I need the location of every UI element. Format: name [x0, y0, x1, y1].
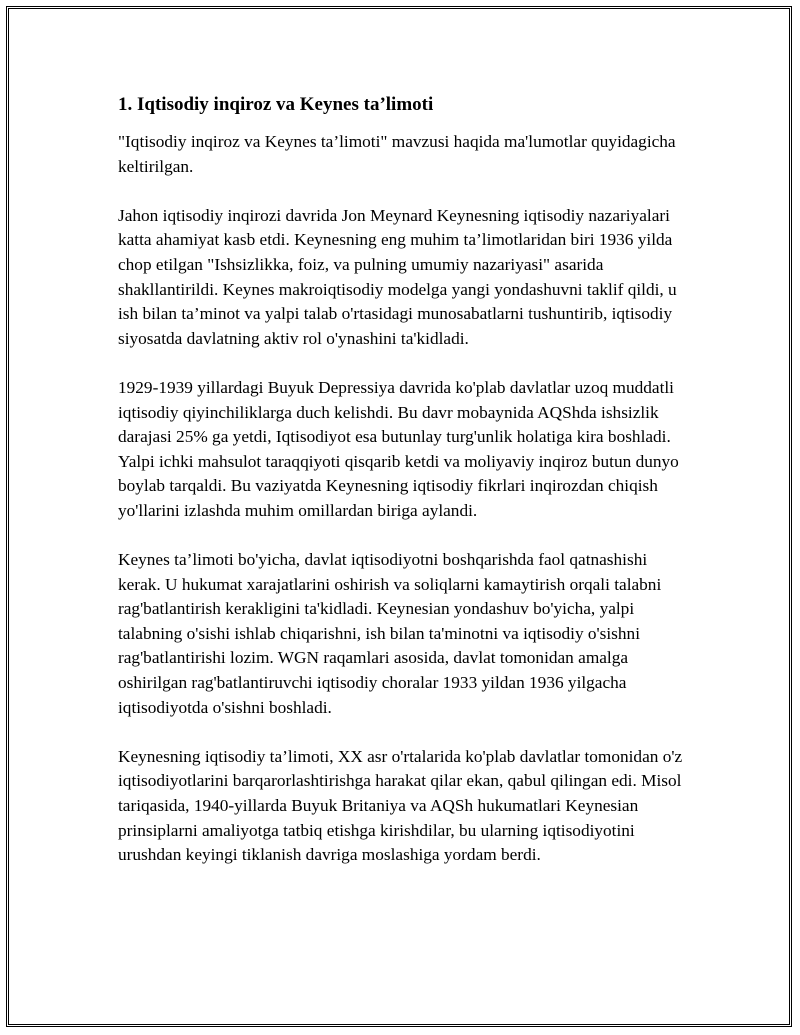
paragraph-postwar-adoption: Keynesning iqtisodiy ta’limoti, XX asr o'rtalarida ko'plab davlatlar tomonidan o'z iqtisodiyotlarini barqarorlashtirishga harakat qilar ekan, qabul qilingan edi. Misol tariqasida, 1940-yillarda Buyuk Britaniya va AQSh hukumatlari Keynesian prinsiplarni amaliyotga tatbiq etishga kirishdilar, bu ularning iqtisodiyotini urushdan keyingi tiklanish davriga moslashiga yordam berdi. [118, 746, 683, 865]
paragraph-state-role: Keynes ta’limoti bo'yicha, davlat iqtisodiyotni boshqarishda faol qatnashishi kerak. U hukumat xarajatlarini oshirish va soliqlarni kamaytirish orqali talabni rag'batlantirish kerakligini ta'kidladi. Keynesian yondashuv bo'yicha, yalpi talabning o'sishi ishlab chiqarishni, ish bilan ta'minotni va iqtisodiy o'sishni rag'batlantirishi lozim. WGN raqamlari asosida, davlat tomonidan amalga oshirilgan rag'batlantiruvchi iqtisodiy choralar 1933 yildan 1936 yilgacha iqtisodiyotda o'sishni boshladi. [118, 550, 662, 717]
section-heading: 1. Iqtisodiy inqiroz va Keynes ta’limoti [118, 94, 434, 115]
intro-paragraph: "Iqtisodiy inqiroz va Keynes ta’limoti" mavzusi haqida ma'lumotlar quyidagicha keltirilgan. [118, 132, 676, 176]
document-body [118, 92, 693, 892]
paragraph-great-depression: 1929-1939 yillardagi Buyuk Depressiya davrida ko'plab davlatlar uzoq muddatli iqtisodiy qiyinchiliklarga duch kelishdi. Bu davr mobaynida AQShda ishsizlik darajasi 25% ga yetdi, Iqtisodiyot esa butunlay turg'unlik holatiga kira boshladi. Yalpi ichki mahsulot taraqqiyoti qisqarib ketdi va moliyaviy inqiroz butun dunyo boylab tarqaldi. Bu vaziyatda Keynesning iqtisodiy fikrlari inqirozdan chiqish yo'llarini izlashda muhim omillardan biriga aylandi. [118, 377, 679, 520]
paragraph-keynes-theory: Jahon iqtisodiy inqirozi davrida Jon Meynard Keynesning iqtisodiy nazariyalari katta ahamiyat kasb etdi. Keynesning eng muhim ta’limotlaridan biri 1936 yilda chop etilgan "Ishsizlikka, foiz, va pulning umumiy nazariyasi" asarida shakllantirildi. Keynes makroiqtisodiy modelga yangi yondashuvni taklif qildi, u ish bilan ta’minot va yalpi talab o'rtasidagi munosabatlarni tushuntirib, iqtisodiy siyosatda davlatning aktiv rol o'ynashini ta'kidladi. [118, 205, 677, 348]
